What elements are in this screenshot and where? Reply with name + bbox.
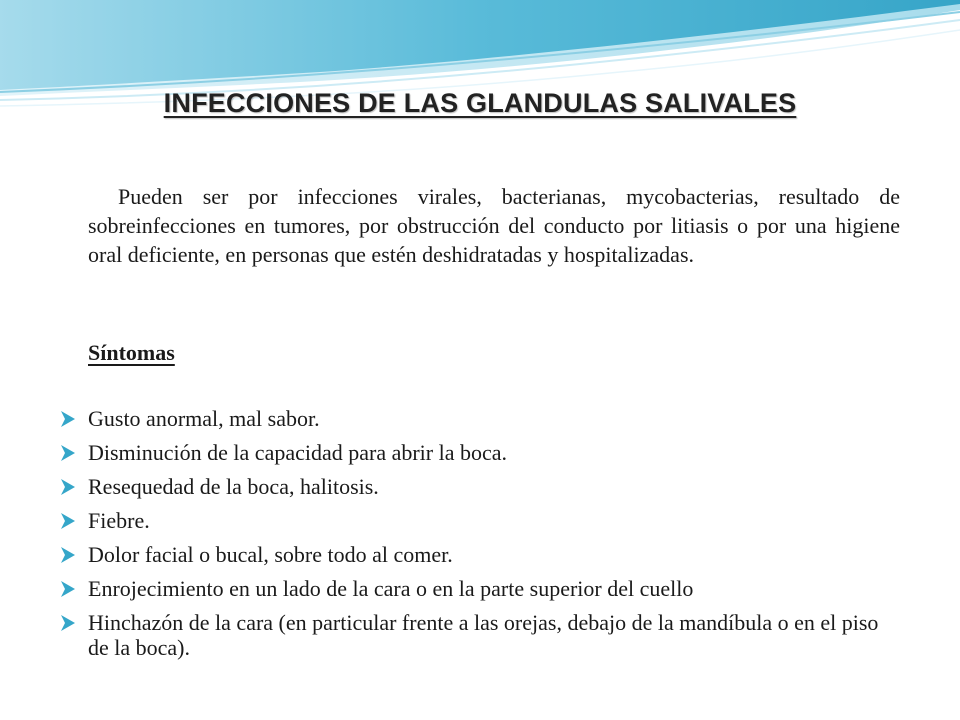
list-item xyxy=(48,440,898,465)
symptom-text: Disminución de la capacidad para abrir la boca. xyxy=(88,440,508,465)
list-item xyxy=(48,508,898,533)
symptom-text: Resequedad de la boca, halitosis. xyxy=(88,474,379,499)
arrowhead-bullet-icon xyxy=(59,614,77,632)
list-item xyxy=(48,542,898,567)
arrowhead-bullet-icon xyxy=(59,444,77,462)
intro-paragraph: Pueden ser por infecciones virales, bacterianas, mycobacterias, resultado de sobreinfecciones en tumores, por obstrucción del conducto por litiasis o por una higiene oral deficiente, en personas que estén deshidratadas y hospitalizadas. xyxy=(88,184,900,267)
list-item xyxy=(48,610,898,660)
slide-title-text: INFECCIONES DE LAS GLANDULAS SALIVALES xyxy=(163,88,797,118)
slide-title xyxy=(0,88,960,119)
list-item xyxy=(48,474,898,499)
symptom-text: Hinchazón de la cara (en particular frente a las orejas, debajo de la mandíbula o en el piso de la boca). xyxy=(88,610,879,660)
symptom-text: Dolor facial o bucal, sobre todo al comer. xyxy=(88,542,453,567)
symptoms-heading: Síntomas xyxy=(88,340,175,365)
symptoms-list xyxy=(48,406,898,669)
arrowhead-bullet-icon xyxy=(59,546,77,564)
list-item xyxy=(48,406,898,431)
arrowhead-bullet-icon xyxy=(59,580,77,598)
arrowhead-bullet-icon xyxy=(59,410,77,428)
arrowhead-bullet-icon xyxy=(59,512,77,530)
arrowhead-bullet-icon xyxy=(59,478,77,496)
symptom-text: Gusto anormal, mal sabor. xyxy=(88,406,320,431)
symptom-text: Enrojecimiento en un lado de la cara o en la parte superior del cuello xyxy=(88,576,694,601)
symptom-text: Fiebre. xyxy=(88,508,150,533)
list-item xyxy=(48,576,898,601)
